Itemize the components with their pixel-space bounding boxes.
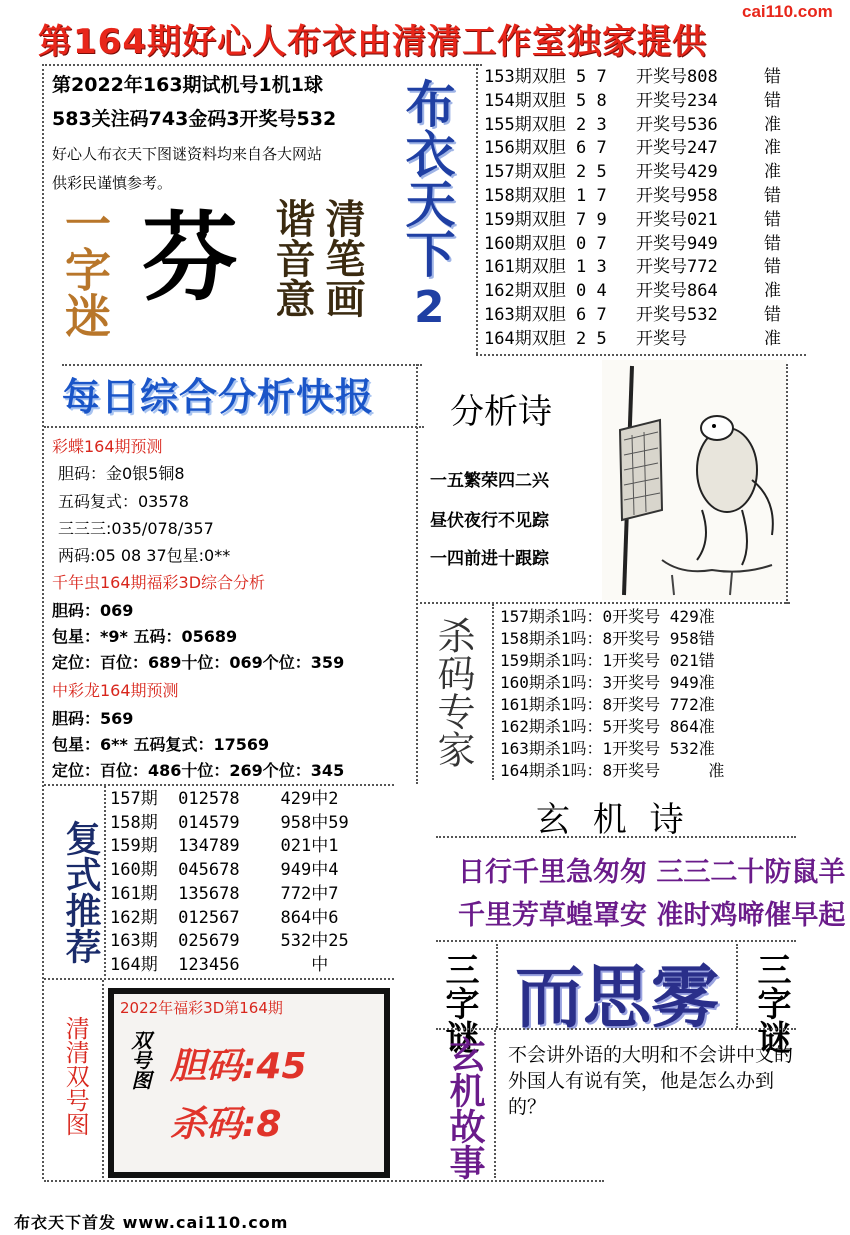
fushi-row: 160期 045678 949中4	[110, 860, 339, 881]
shuangdan-mark: 准	[764, 281, 781, 302]
riddle-hint-col2: 谐音意	[269, 198, 315, 318]
shuangdan-row	[484, 185, 814, 209]
shuangdan-nums: 7 9	[576, 209, 607, 230]
shama-row: 158期杀1吗：8开奖号 958错	[500, 629, 715, 648]
shuangdan-result: 开奖号021	[636, 209, 718, 230]
poem-line-2: 昼伏夜行不见踪	[430, 511, 549, 531]
shuangdan-result: 开奖号864	[636, 281, 718, 302]
shuangdan-mark: 准	[764, 138, 781, 159]
s3-line-2: 包星：6** 五码复式：17569	[52, 735, 270, 754]
shuangdan-row	[484, 209, 814, 233]
s3-line-3: 定位：百位：486十位：269个位：345	[52, 761, 345, 780]
shuangdan-issue: 164期双胆	[484, 328, 566, 349]
shuangdan-row	[484, 90, 814, 114]
shuangdan-issue: 163期双胆	[484, 304, 566, 325]
s1-line-1: 胆码：金0银5铜8	[58, 464, 185, 483]
shuanghao-label: 清清双号图	[61, 1016, 90, 1136]
shuanghao-dan: 胆码:45	[170, 1046, 307, 1087]
shuangdan-row	[484, 114, 814, 138]
s2-title: 千年虫164期福彩3D综合分析	[52, 573, 266, 592]
shuangdan-issue: 157期双胆	[484, 162, 566, 183]
fushi-row: 164期 123456 中	[110, 954, 329, 975]
riddle-three-label-left: 三字谜	[439, 952, 479, 1054]
shuangdan-nums: 6 7	[576, 304, 607, 325]
shuangdan-nums: 0 4	[576, 281, 607, 302]
shuangdan-result: 开奖号536	[636, 114, 718, 135]
s1-line-4: 两码:05 08 37包星:0**	[58, 546, 231, 565]
shuangdan-nums: 2 5	[576, 328, 607, 349]
fushi-row: 158期 014579 958中59	[110, 812, 349, 833]
shuangdan-mark: 错	[764, 90, 781, 111]
shuanghao-side: 双号图	[128, 1030, 152, 1090]
shuangdan-nums: 1 7	[576, 185, 607, 206]
s2-line-1: 胆码：069	[52, 601, 134, 620]
brand-number: 2	[414, 282, 445, 333]
s3-title: 中彩龙164期预测	[52, 681, 179, 700]
shuangdan-nums: 1 3	[576, 257, 607, 278]
shuangdan-nums: 5 7	[576, 67, 607, 87]
fushi-row: 159期 134789 021中1	[110, 836, 339, 857]
shuanghao-box	[108, 988, 390, 1178]
trial-line-1: 第2022年163期试机号1机1球	[52, 74, 323, 96]
s2-line-2: 包星：*9* 五码：05689	[52, 627, 238, 646]
shuangdan-nums: 0 7	[576, 233, 607, 254]
shuangdan-result: 开奖号247	[636, 138, 718, 159]
shuangdan-issue: 156期双胆	[484, 138, 566, 159]
shuangdan-table	[484, 66, 814, 352]
shuangdan-row	[484, 66, 814, 90]
story-label: 玄机故事	[444, 1036, 485, 1180]
riddle-one-char: 芬	[142, 201, 238, 314]
story-text: 不会讲外语的大明和不会讲中文的外国人有说有笑，他是怎么办到的？	[508, 1044, 794, 1118]
shuangdan-result: 开奖号949	[636, 233, 718, 254]
shuangdan-mark: 准	[764, 162, 781, 183]
page-title: 第164期好心人布衣由清清工作室独家提供	[38, 22, 707, 62]
shuangdan-issue: 155期双胆	[484, 114, 566, 135]
trial-note-2: 供彩民谨慎参考。	[52, 174, 173, 192]
rat-illustration	[602, 360, 787, 600]
fushi-table	[110, 788, 349, 978]
shama-row: 161期杀1吗：8开奖号 772准	[500, 695, 715, 714]
shuangdan-nums: 5 8	[576, 90, 607, 111]
poem-title: 分析诗	[450, 392, 552, 432]
riddle-three-label-right: 三字谜	[751, 952, 791, 1054]
s1-title: 彩蝶164期预测	[52, 437, 163, 456]
shuangdan-result: 开奖号772	[636, 257, 718, 278]
shuangdan-result: 开奖号234	[636, 90, 718, 111]
brand-text: 布衣天下	[397, 78, 456, 278]
shuanghao-box-title: 2022年福彩3D第164期	[120, 999, 283, 1017]
shuangdan-result: 开奖号532	[636, 304, 718, 325]
riddle-three-answer: 而思雾	[515, 959, 720, 1038]
shuangdan-row	[484, 304, 814, 328]
shuangdan-issue: 154期双胆	[484, 90, 566, 111]
riddle-hint-col1: 清笔画	[319, 198, 365, 318]
shuangdan-mark: 准	[764, 114, 781, 135]
shuangdan-issue: 153期双胆	[484, 67, 566, 87]
shuangdan-issue: 160期双胆	[484, 233, 566, 254]
shuangdan-row	[484, 280, 814, 304]
s1-line-3: 三三三:035/078/357	[58, 519, 214, 538]
shuangdan-result: 开奖号808	[636, 67, 718, 87]
shuangdan-issue: 162期双胆	[484, 281, 566, 302]
fushi-row: 163期 025679 532中25	[110, 931, 349, 952]
s1-line-2: 五码复式：03578	[58, 492, 189, 511]
shuangdan-result: 开奖号958	[636, 185, 718, 206]
shama-row: 163期杀1吗：1开奖号 532准	[500, 739, 715, 758]
shuangdan-mark: 错	[764, 209, 781, 230]
shama-table	[500, 606, 724, 782]
shuangdan-row	[484, 137, 814, 161]
shuangdan-issue: 161期双胆	[484, 257, 566, 278]
daily-banner: 每日综合分析快报	[62, 375, 375, 419]
poem-line-3: 一四前进十跟踪	[430, 549, 549, 569]
shuangdan-mark: 错	[764, 67, 781, 87]
shuangdan-row	[484, 233, 814, 257]
shama-row: 159期杀1吗：1开奖号 021错	[500, 651, 715, 670]
xuanji-line-2: 千里芳草蝗罩安 准时鸡啼催早起	[458, 900, 846, 931]
s3-line-1: 胆码：569	[52, 709, 134, 728]
shuangdan-mark: 错	[764, 304, 781, 325]
fushi-label: 复式推荐	[60, 820, 101, 964]
s2-line-3: 定位：百位：689十位：069个位：359	[52, 653, 345, 672]
fushi-row: 161期 135678 772中7	[110, 883, 339, 904]
poem-line-1: 一五繁荣四二兴	[430, 471, 549, 491]
shuangdan-result: 开奖号429	[636, 162, 718, 183]
footer-text: 布衣天下首发 www.cai110.com	[14, 1213, 289, 1232]
xuanji-title: 玄 机 诗	[536, 800, 690, 840]
shuangdan-row	[484, 161, 814, 185]
shuangdan-nums: 6 7	[576, 138, 607, 159]
shuangdan-result: 开奖号	[636, 328, 687, 349]
trial-line-2: 583关注码743金码3开奖号532	[52, 108, 337, 130]
shuangdan-row	[484, 256, 814, 280]
fushi-row: 162期 012567 864中6	[110, 907, 339, 928]
shuangdan-nums: 2 5	[576, 162, 607, 183]
xuanji-line-1: 日行千里急匆匆 三三二十防鼠羊	[458, 857, 846, 888]
shuangdan-mark: 错	[764, 257, 781, 278]
trial-note-1: 好心人布衣天下图谜资料均来自各大网站	[52, 145, 323, 163]
shuangdan-mark: 准	[764, 328, 781, 349]
shama-label: 杀码专家	[431, 616, 475, 768]
shama-row: 157期杀1吗：0开奖号 429准	[500, 607, 715, 626]
shama-row: 164期杀1吗：8开奖号 准	[500, 761, 725, 780]
fushi-row: 157期 012578 429中2	[110, 789, 339, 809]
shuanghao-sha: 杀码:8	[170, 1104, 282, 1145]
shuangdan-row	[484, 328, 814, 352]
shama-row: 160期杀1吗：3开奖号 949准	[500, 673, 715, 692]
riddle-one-label: 一字迷	[58, 200, 112, 338]
site-logo-text[interactable]: cai110.com	[742, 2, 833, 21]
shuangdan-nums: 2 3	[576, 114, 607, 135]
shuangdan-mark: 错	[764, 233, 781, 254]
shuangdan-mark: 错	[764, 185, 781, 206]
shama-row: 162期杀1吗：5开奖号 864准	[500, 717, 715, 736]
shuangdan-issue: 159期双胆	[484, 209, 566, 230]
shuangdan-issue: 158期双胆	[484, 185, 566, 206]
